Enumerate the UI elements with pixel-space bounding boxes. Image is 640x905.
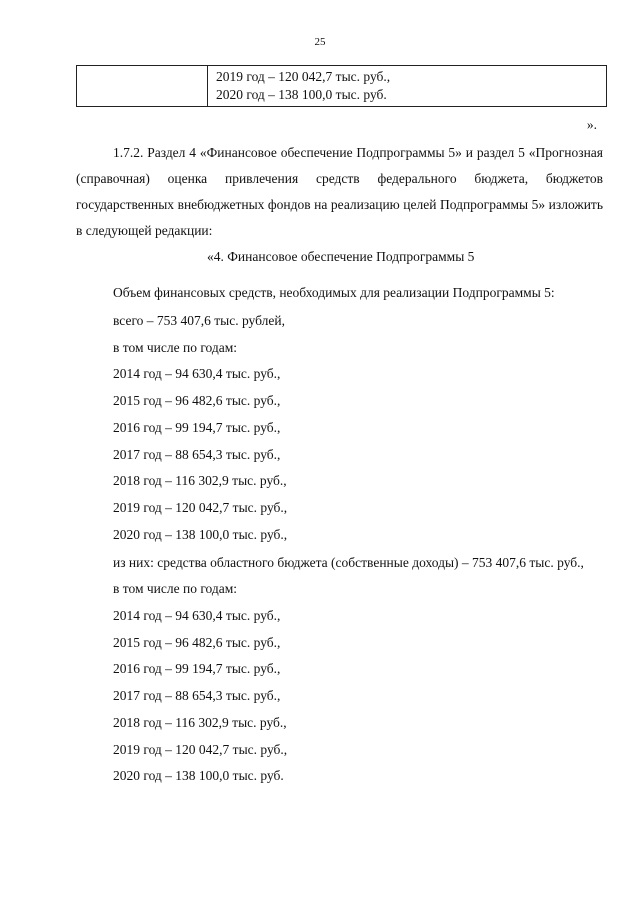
year-line: 2014 год – 94 630,4 тыс. руб., — [113, 608, 281, 624]
paragraph-amendment: 1.7.2. Раздел 4 «Финансовое обеспечение Подпрограммы 5» и раздел 5 «Прогнозная (справочная) оценка привлечения средств федерального бюджета, бюджетов государственных внебюджетных фондов на реализацию целей Подпрограммы 5» изложить в следующей редакции: — [76, 145, 603, 238]
document-body — [76, 140, 603, 790]
year-line: 2016 год – 99 194,7 тыс. руб., — [113, 419, 281, 435]
section-heading: «4. Финансовое обеспечение Подпрограммы 5 — [207, 249, 475, 264]
year-line: 2019 год – 120 042,7 тыс. руб., — [113, 741, 288, 757]
year-line: 2018 год – 116 302,9 тыс. руб., — [113, 473, 287, 489]
table-line: 2020 год – 138 100,0 тыс. руб. — [216, 87, 387, 102]
year-line: 2018 год – 116 302,9 тыс. руб., — [113, 714, 287, 730]
table-cell-empty — [77, 66, 208, 107]
table-row — [77, 66, 607, 107]
by-years-label: в том числе по годам: — [113, 581, 238, 597]
year-line: 2015 год – 96 482,6 тыс. руб., — [113, 393, 281, 409]
by-years-label: в том числе по годам: — [113, 339, 238, 355]
year-line: 2017 год – 88 654,3 тыс. руб., — [113, 446, 281, 462]
table-cell-amounts — [208, 66, 607, 107]
paragraph-volume: Объем финансовых средств, необходимых для реализации Подпрограммы 5: — [113, 285, 555, 300]
year-line: 2016 год – 99 194,7 тыс. руб., — [113, 661, 281, 677]
total-line: всего – 753 407,6 тыс. рублей, — [113, 313, 285, 328]
table-line: 2019 год – 120 042,7 тыс. руб., — [216, 69, 391, 84]
paragraph-regional-budget: из них: средства областного бюджета (собственные доходы) – 753 407,6 тыс. руб., — [113, 555, 584, 571]
year-line: 2019 год – 120 042,7 тыс. руб., — [113, 499, 288, 515]
closing-quote: ». — [586, 117, 597, 132]
year-line: 2014 год – 94 630,4 тыс. руб., — [113, 366, 281, 382]
year-line: 2015 год – 96 482,6 тыс. руб., — [113, 634, 281, 650]
continued-table — [76, 65, 607, 107]
page-number: 25 — [314, 36, 326, 48]
year-line: 2020 год – 138 100,0 тыс. руб. — [113, 768, 284, 784]
year-line: 2020 год – 138 100,0 тыс. руб., — [113, 526, 288, 542]
year-line: 2017 год – 88 654,3 тыс. руб., — [113, 688, 281, 704]
